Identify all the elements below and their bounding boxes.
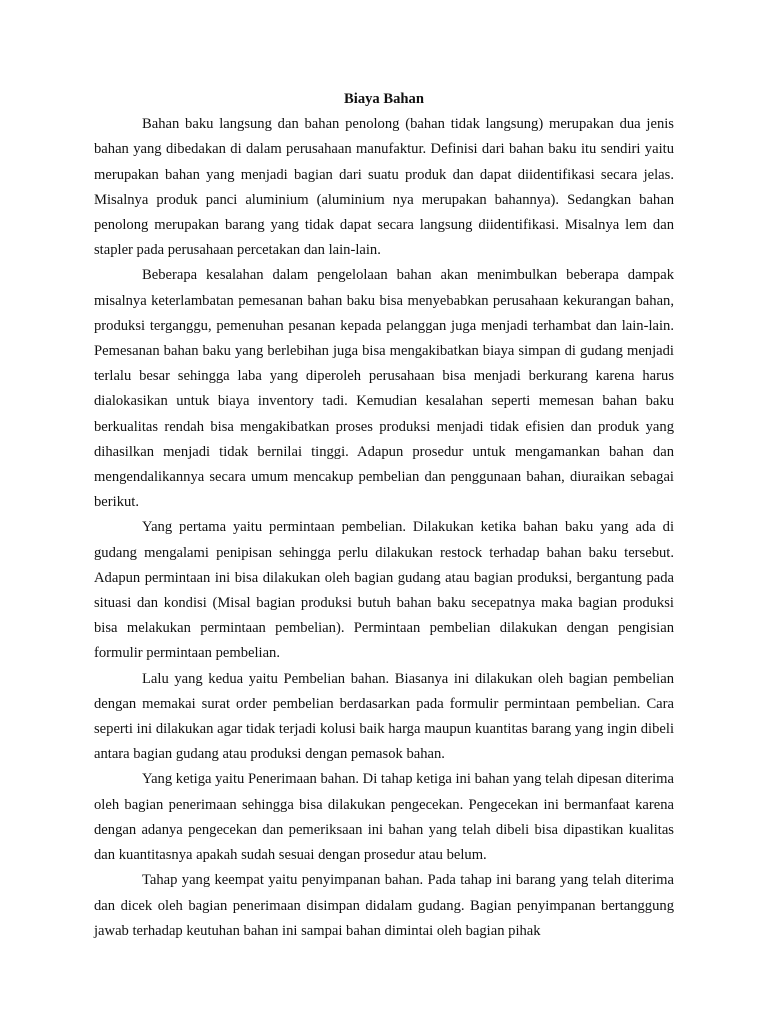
paragraph-2: Beberapa kesalahan dalam pengelolaan bahan akan menimbulkan beberapa dampak misalnya keterlambatan pemesanan bahan baku bisa menyebabkan perusahaan kekurangan bahan, produksi terganggu, pemenuhan pesanan kepada pelanggan juga menjadi terhambat dan lain-lain. Pemesanan bahan baku yang berlebihan juga bisa mengakibatkan biaya simpan di gudang menjadi terlalu besar sehingga laba yang diperoleh perusahaan bisa menjadi berkurang karena harus dialokasikan untuk biaya inventory tadi. Kemudian kesalahan seperti memesan bahan baku berkualitas rendah bisa mengakibatkan proses produksi menjadi tidak efisien dan produk yang dihasilkan menjadi tidak bernilai tinggi. Adapun prosedur untuk mengamankan bahan dan mengendalikannya secara umum mencakup pembelian dan penggunaan bahan, diuraikan sebagai berikut. — [94, 267, 674, 511]
paragraph-4: Lalu yang kedua yaitu Pembelian bahan. Biasanya ini dilakukan oleh bagian pembelian dengan memakai surat order pembelian berdasarkan pada formulir permintaan pembelian. Cara seperti ini dilakukan agar tidak terjadi kolusi baik harga maupun kuantitas barang yang ingin dibeli antara bagian gudang atau produksi dengan pemasok bahan. — [94, 670, 674, 763]
document-title: Biaya Bahan — [344, 91, 424, 107]
paragraph-6: Tahap yang keempat yaitu penyimpanan bahan. Pada tahap ini barang yang telah diterima dan dicek oleh bagian penerimaan disimpan didalam gudang. Bagian penyimpanan bertanggung jawab terhadap keutuhan bahan ini sampai bahan dimintai oleh bagian pihak — [94, 872, 674, 939]
paragraph-5: Yang ketiga yaitu Penerimaan bahan. Di tahap ketiga ini bahan yang telah dipesan diterima oleh bagian penerimaan sehingga bisa dilakukan pengecekan. Pengecekan ini bermanfaat karena dengan adanya pengecekan dan pemeriksaan ini bahan yang telah dibeli bisa dipastikan kualitas dan kuantitasnya apakah sudah sesuai dengan prosedur atau belum. — [94, 771, 674, 864]
paragraph-3: Yang pertama yaitu permintaan pembelian. Dilakukan ketika bahan baku yang ada di gudang mengalami penipisan sehingga perlu dilakukan restock terhadap bahan baku tersebut. Adapun permintaan ini bisa dilakukan oleh bagian gudang atau bagian produksi, bergantung pada situasi dan kondisi (Misal bagian produksi butuh bahan baku secepatnya maka bagian produksi bisa melakukan permintaan pembelian). Permintaan pembelian dilakukan dengan pengisian formulir permintaan pembelian. — [94, 519, 674, 662]
document-page — [94, 87, 674, 944]
paragraph-1: Bahan baku langsung dan bahan penolong (bahan tidak langsung) merupakan dua jenis bahan yang dibedakan di dalam perusahaan manufaktur. Definisi dari bahan baku itu sendiri yaitu merupakan bahan yang menjadi bagian dari suatu produk dan dapat diidentifikasi secara jelas. Misalnya produk panci aluminium (aluminium nya merupakan bahannya). Sedangkan bahan penolong merupakan barang yang tidak dapat secara langsung diidentifikasi. Misalnya lem dan stapler pada perusahaan percetakan dan lain-lain. — [94, 116, 674, 259]
